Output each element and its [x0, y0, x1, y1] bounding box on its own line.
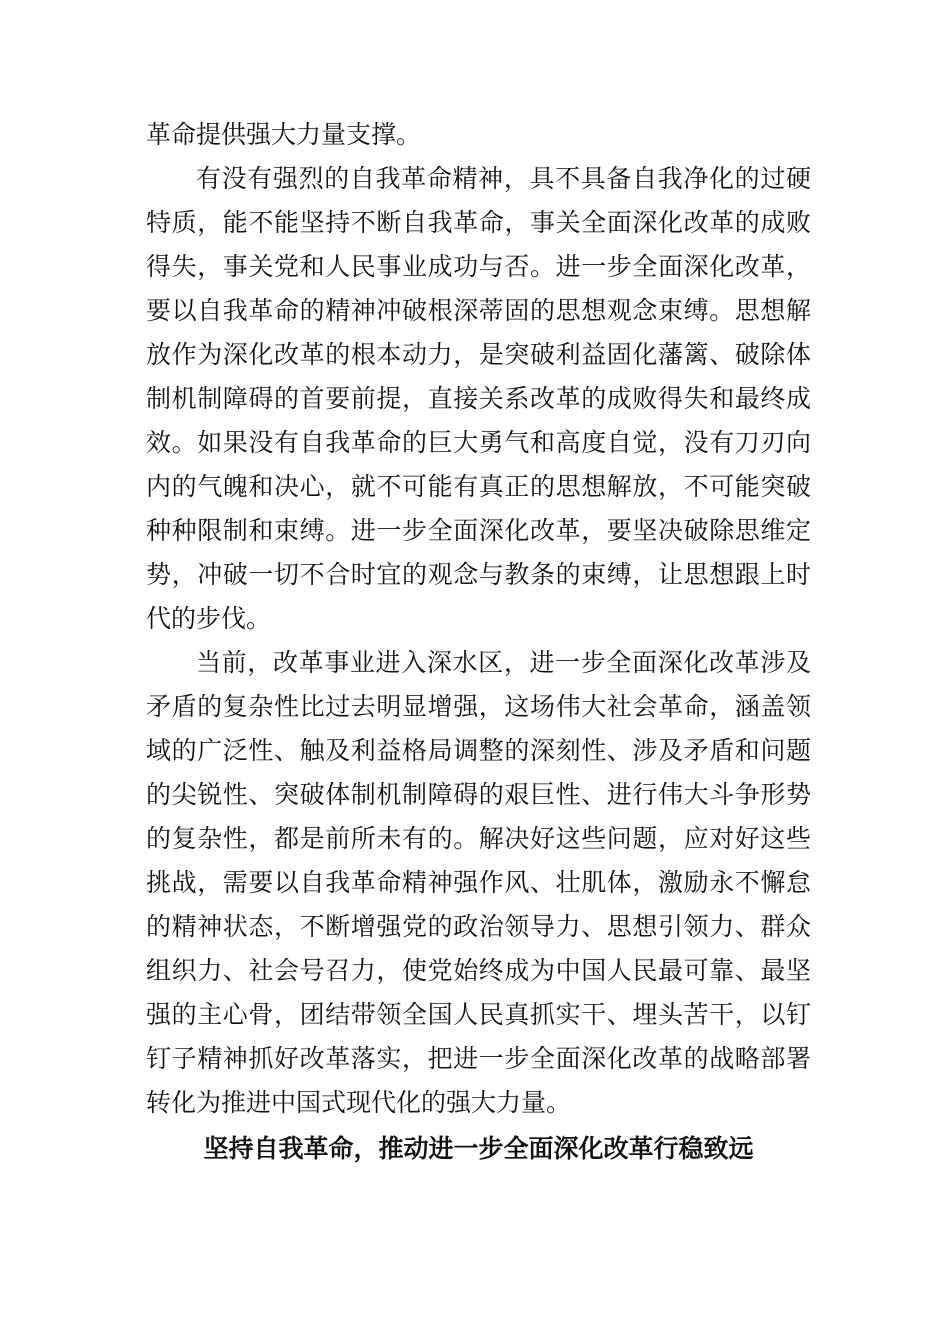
text-line: 制机制障碍的首要前提，直接关系改革的成败得失和最终成 [146, 384, 811, 413]
text-line: 的尖锐性、突破体制机制障碍的艰巨性、进行伟大斗争形势 [146, 780, 811, 809]
paragraph-continuation [146, 113, 811, 157]
text-line: 种种限制和束缚。进一步全面深化改革，要坚决破除思维定 [146, 516, 811, 545]
text-line: 特质，能不能坚持不断自我革命，事关全面深化改革的成败 [146, 208, 811, 237]
text-line: 代的步伐。 [146, 604, 272, 633]
text-line: 组织力、社会号召力，使党始终成为中国人民最可靠、最坚 [146, 956, 811, 985]
text-line: 放作为深化改革的根本动力，是突破利益固化藩篱、破除体 [146, 340, 811, 369]
text-line: 的精神状态，不断增强党的政治领导力、思想引领力、群众 [146, 912, 811, 941]
paragraph-self-revolution-spirit [146, 157, 811, 641]
text-line: 有没有强烈的自我革命精神，具不具备自我净化的过硬 [196, 164, 811, 193]
paragraph-deep-water-reform [146, 641, 811, 1125]
text-line: 革命提供强大力量支撑。 [146, 120, 422, 149]
text-line: 要以自我革命的精神冲破根深蒂固的思想观念束缚。思想解 [146, 296, 811, 325]
section-heading: 坚持自我革命，推动进一步全面深化改革行稳致远 [203, 1134, 754, 1163]
text-line: 势，冲破一切不合时宜的观念与教条的束缚，让思想跟上时 [146, 560, 811, 589]
text-line: 转化为推进中国式现代化的强大力量。 [146, 1088, 572, 1117]
text-line: 的复杂性，都是前所未有的。解决好这些问题，应对好这些 [146, 824, 811, 853]
text-line: 域的广泛性、触及利益格局调整的深刻性、涉及矛盾和问题 [146, 736, 811, 765]
text-line: 当前，改革事业进入深水区，进一步全面深化改革涉及 [196, 648, 811, 677]
text-line: 矛盾的复杂性比过去明显增强，这场伟大社会革命，涵盖领 [146, 692, 811, 721]
document-page [146, 113, 811, 1171]
text-line: 效。如果没有自我革命的巨大勇气和高度自觉，没有刀刃向 [146, 428, 811, 457]
text-line: 钉子精神抓好改革落实，把进一步全面深化改革的战略部署 [146, 1044, 811, 1073]
text-line: 内的气魄和决心，就不可能有真正的思想解放，不可能突破 [146, 472, 811, 501]
text-line: 强的主心骨，团结带领全国人民真抓实干、埋头苦干，以钉 [146, 1000, 811, 1029]
text-line: 得失，事关党和人民事业成功与否。进一步全面深化改革， [146, 252, 811, 281]
text-line: 挑战，需要以自我革命精神强作风、壮肌体，激励永不懈怠 [146, 868, 811, 897]
